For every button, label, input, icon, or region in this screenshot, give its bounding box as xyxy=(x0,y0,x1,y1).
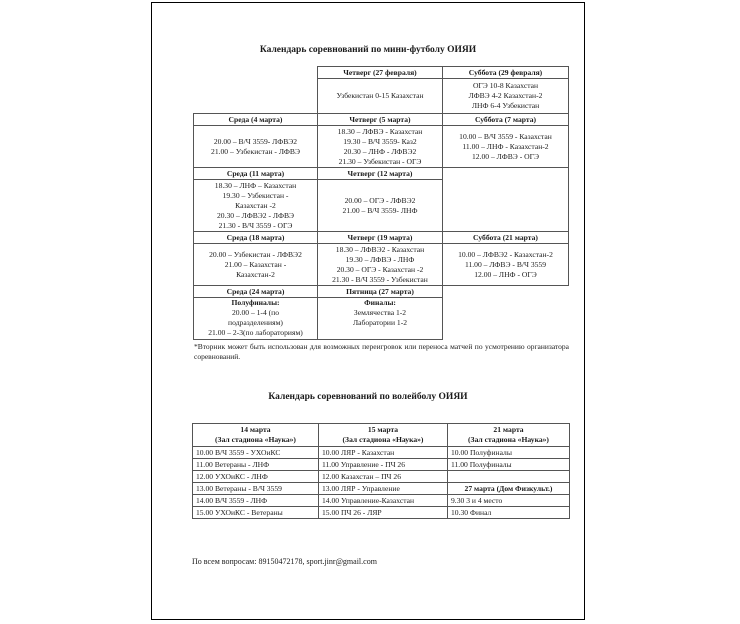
table-row xyxy=(193,447,570,459)
volleyball-schedule-table xyxy=(192,423,570,519)
match-line: ЛНФ 6-4 Узбекистан xyxy=(471,101,540,110)
match-line: 20.30 – ОГЭ - Казахстан -2 xyxy=(336,264,424,274)
footnote: *Вторник может быть использован для возможных переигровок или переноса матчей по усмотрению организатора соревнований. xyxy=(194,342,569,361)
semifinals-title: Полуфиналы: xyxy=(231,298,280,307)
match-line: 20.00 – В/Ч 3559- ЛФВЭ2 xyxy=(213,136,298,146)
header-thu-27-feb: Четверг (27 февраля) xyxy=(318,67,443,79)
table-cell: 11.00 Ветераны - ЛНФ xyxy=(193,459,319,471)
match-line: Узбекистан 0-15 Казахстан xyxy=(336,91,424,100)
cell-thu-12-mar xyxy=(318,180,443,232)
empty-cell xyxy=(443,298,569,340)
table-cell: 11.00 Полуфиналы xyxy=(448,459,570,471)
table-cell: 9.30 3 и 4 место xyxy=(448,495,570,507)
header-date: 21 марта xyxy=(493,425,524,434)
empty-cell xyxy=(194,67,318,79)
header-14-mar xyxy=(193,424,319,447)
match-line: 20.00 – 1-4 (по xyxy=(231,308,280,317)
match-line: 21.30 – Узбекистан - ОГЭ xyxy=(338,156,422,166)
cell-wed-18-mar xyxy=(194,244,318,286)
cell-sat-21-mar xyxy=(443,244,569,286)
header-sat-21-mar: Суббота (21 марта) xyxy=(443,232,569,244)
match-line: Казахстан-2 xyxy=(236,269,275,279)
contact-info: По всем вопросам: 89150472178, sport.jinr@gmail.com xyxy=(192,557,377,566)
cell-wed-4-mar xyxy=(194,126,318,168)
table-cell: 15.00 УХОиКС - Ветераны xyxy=(193,507,319,519)
header-thu-5-mar: Четверг (5 марта) xyxy=(318,114,443,126)
cell-sat-29-feb xyxy=(443,79,569,114)
match-line: 18.30 – ЛНФ – Казахстан xyxy=(214,180,297,190)
cell-thu-5-mar xyxy=(318,126,443,168)
table-cell: 10.00 ЛЯР - Казахстан xyxy=(319,447,448,459)
header-wed-4-mar: Среда (4 марта) xyxy=(194,114,318,126)
match-line: 21.00 – В/Ч 3559- ЛНФ xyxy=(342,205,418,215)
match-line: 10.00 – В/Ч 3559 - Казахстан xyxy=(459,131,552,141)
cell-semifinals xyxy=(194,298,318,340)
match-line: 21.00 – Узбекистан - ЛФВЭ xyxy=(211,146,300,156)
header-wed-18-mar: Среда (18 марта) xyxy=(194,232,318,244)
table-cell: 10.00 Полуфиналы xyxy=(448,447,570,459)
cell-thu-27-feb xyxy=(318,79,443,114)
table-cell: 13.00 Ветераны - В/Ч 3559 xyxy=(193,483,319,495)
header-date: 15 марта xyxy=(367,425,399,434)
header-date: 14 марта xyxy=(240,425,271,434)
header-venue: (Зал стадиона «Наука») xyxy=(468,435,549,444)
document-page xyxy=(151,2,585,620)
table-row xyxy=(193,483,570,495)
match-line: Землячества 1-2 xyxy=(353,308,407,317)
match-line: 20.30 – ЛНФ - ЛФВЭ2 xyxy=(343,146,417,156)
match-line: 21.30 - В/Ч 3559 - Узбекистан xyxy=(332,274,428,284)
match-line: 21.00 – Казахстан - xyxy=(224,259,287,269)
table-cell: 15.00 ПЧ 26 - ЛЯР xyxy=(319,507,448,519)
header-21-mar xyxy=(448,424,570,447)
table-cell: 13.00 ЛЯР - Управление xyxy=(319,483,448,495)
table-cell: 12.00 УХОиКС - ЛНФ xyxy=(193,471,319,483)
table-row xyxy=(193,507,570,519)
match-line: 20.30 – ЛФВЭ2 - ЛФВЭ xyxy=(216,210,295,220)
match-line: ЛФВЭ 4-2 Казахстан-2 xyxy=(468,91,543,100)
header-15-mar xyxy=(319,424,448,447)
table-cell: 14.00 В/Ч 3559 - ЛНФ xyxy=(193,495,319,507)
empty-cell xyxy=(194,79,318,114)
table-row xyxy=(193,471,570,483)
table-cell: 12.00 Казахстан – ПЧ 26 xyxy=(319,471,448,483)
table-cell: 10.00 В/Ч 3559 - УХОиКС xyxy=(193,447,319,459)
table-cell: 14.00 Управление-Казахстан xyxy=(319,495,448,507)
table-cell: 10.30 Финал xyxy=(448,507,570,519)
match-line: 20.00 – Узбекистан - ЛФВЭ2 xyxy=(209,249,302,259)
header-wed-24-mar: Среда (24 марта) xyxy=(194,286,318,298)
table-row xyxy=(193,459,570,471)
football-title: Календарь соревнований по мини-футболу ОИЯИ xyxy=(259,45,477,55)
cell-thu-19-mar xyxy=(318,244,443,286)
match-line: 18.30 – ЛФВЭ2 - Казахстан xyxy=(335,244,425,254)
table-row xyxy=(193,495,570,507)
header-sat-29-feb: Суббота (29 февраля) xyxy=(443,67,569,79)
match-line: 20.00 – ОГЭ - ЛФВЭ2 xyxy=(344,195,416,205)
header-venue: (Зал стадиона «Наука») xyxy=(342,435,424,444)
match-line: 11.00 – ЛФВЭ - В/Ч 3559 xyxy=(464,259,547,269)
cell-finals xyxy=(318,298,443,340)
match-line: ОГЭ 10-8 Казахстан xyxy=(472,81,539,90)
match-line: 19.30 – В/Ч 3559- Каз2 xyxy=(343,136,417,146)
match-line: 11.00 – ЛНФ - Казахстан-2 xyxy=(462,141,549,151)
match-line: 21.30 - В/Ч 3559 - ОГЭ xyxy=(218,220,293,230)
match-line: 19.30 – Узбекистан - xyxy=(222,190,289,200)
match-line: 12.00 – ЛНФ - ОГЭ xyxy=(474,269,537,279)
football-schedule-table xyxy=(193,66,569,340)
header-thu-19-mar: Четверг (19 марта) xyxy=(318,232,443,244)
table-cell xyxy=(448,471,570,483)
header-thu-12-mar: Четверг (12 марта) xyxy=(318,168,443,180)
match-line: Казахстан -2 xyxy=(235,200,276,210)
match-line: 18.30 – ЛФВЭ - Казахстан xyxy=(337,126,423,136)
match-line: 12.00 – ЛФВЭ - ОГЭ xyxy=(471,151,540,161)
cell-sat-7-mar xyxy=(443,126,569,168)
match-line: 21.00 – 2-3(по лабораториям) xyxy=(208,328,303,337)
match-line: 10.00 – ЛФВЭ2 - Казахстан-2 xyxy=(458,249,553,259)
header-venue: (Зал стадиона «Наука») xyxy=(215,435,296,444)
cell-wed-11-mar xyxy=(194,180,318,232)
header-wed-11-mar: Среда (11 марта) xyxy=(194,168,318,180)
match-line: подразделениям) xyxy=(228,318,283,327)
match-line: Лаборатории 1-2 xyxy=(352,318,408,327)
header-sat-7-mar: Суббота (7 марта) xyxy=(443,114,569,126)
table-cell: 11.00 Управление - ПЧ 26 xyxy=(319,459,448,471)
subheader-27-mar: 27 марта (Дом Физкульт.) xyxy=(448,483,570,495)
empty-cell xyxy=(443,286,569,298)
empty-cell xyxy=(443,168,569,232)
header-fri-27-mar: Пятница (27 марта) xyxy=(318,286,443,298)
volleyball-title: Календарь соревнований по волейболу ОИЯИ xyxy=(268,392,468,402)
match-line: 19.30 – ЛФВЭ - ЛНФ xyxy=(345,254,415,264)
finals-title: Финалы: xyxy=(364,298,396,307)
